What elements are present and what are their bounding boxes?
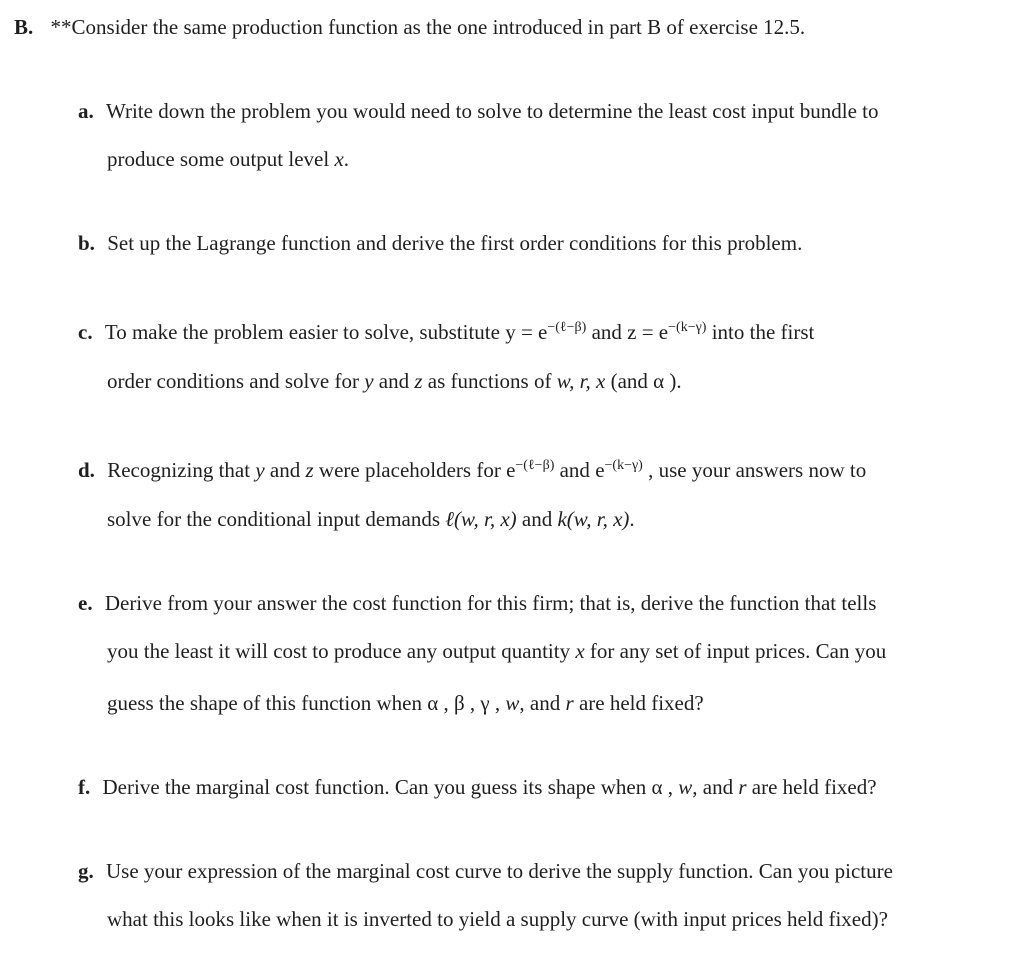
var-x: x bbox=[575, 639, 585, 663]
item-f-text-1 bbox=[103, 775, 877, 799]
item-e-line-2 bbox=[107, 637, 886, 665]
item-e-text-3a: guess the shape of this function when α , β , γ , bbox=[107, 691, 506, 715]
item-c-label: c. bbox=[78, 320, 93, 344]
vars-w-r-x: w, r, x bbox=[556, 369, 606, 393]
var-r: r bbox=[738, 775, 747, 799]
item-e-text-1: Derive from your answer the cost function for this firm; that is, derive the function that tells bbox=[104, 591, 877, 615]
item-g-line-1 bbox=[78, 857, 893, 885]
item-e-text-2a: you the least it will cost to produce any output quantity bbox=[107, 639, 576, 663]
exp-base-1: e bbox=[506, 458, 516, 482]
exponent-k-gamma: −(k−γ) bbox=[668, 320, 707, 335]
item-a-label: a. bbox=[78, 99, 94, 123]
var-z: z bbox=[305, 458, 314, 482]
y-equation: y = e bbox=[505, 320, 548, 344]
item-f-line-1 bbox=[78, 773, 877, 801]
item-d-text-1c: , use your answers now to bbox=[642, 458, 867, 482]
item-d-text-1b: were placeholders for bbox=[313, 458, 507, 482]
var-r: r bbox=[565, 691, 574, 715]
item-d-text-2a: solve for the conditional input demands bbox=[107, 507, 446, 531]
item-b-line-1 bbox=[78, 229, 802, 257]
item-a-text-2: produce some output level bbox=[107, 147, 335, 171]
exercise-label: B. bbox=[14, 15, 34, 39]
item-e-text-3b: , and bbox=[519, 691, 566, 715]
item-e-text-2b: for any set of input prices. Can you bbox=[584, 639, 887, 663]
item-d-label: d. bbox=[78, 458, 95, 482]
item-c-text-2b: as functions of bbox=[422, 369, 557, 393]
z-equation: z = e bbox=[627, 320, 669, 344]
item-d-text-1a: Recognizing that bbox=[107, 458, 256, 482]
demand-k: k(w, r, x) bbox=[557, 507, 630, 531]
var-x: x bbox=[334, 147, 344, 171]
exp-base-2: e bbox=[595, 458, 605, 482]
conj-and: and bbox=[264, 458, 306, 482]
item-a-line-1 bbox=[78, 97, 879, 125]
item-g-label: g. bbox=[78, 859, 94, 883]
exponent-k-gamma: −(k−γ) bbox=[604, 458, 643, 473]
item-e-text-3c: are held fixed? bbox=[573, 691, 704, 715]
period: . bbox=[629, 507, 635, 531]
var-y: y bbox=[255, 458, 265, 482]
item-f-label: f. bbox=[78, 775, 91, 799]
item-e-label: e. bbox=[78, 591, 93, 615]
var-y: y bbox=[364, 369, 374, 393]
item-e-line-3 bbox=[107, 689, 704, 717]
item-c-line-1 bbox=[78, 318, 814, 350]
item-c-text-2a: order conditions and solve for bbox=[107, 369, 365, 393]
demand-l: ℓ(w, r, x) bbox=[445, 507, 517, 531]
period: . bbox=[343, 147, 350, 171]
item-g-line-2 bbox=[107, 905, 888, 933]
item-b-label: b. bbox=[78, 231, 95, 255]
var-w: w bbox=[678, 775, 693, 799]
item-d-line-2 bbox=[107, 505, 635, 533]
conj-and: and bbox=[373, 369, 415, 393]
exponent-l-beta: −(ℓ−β) bbox=[515, 458, 555, 473]
item-a-line-2 bbox=[107, 145, 349, 173]
exercise-header bbox=[14, 13, 805, 41]
item-g-text-1: Use your expression of the marginal cost curve to derive the supply function. Can you picture bbox=[106, 859, 893, 883]
item-c-text-1a: To make the problem easier to solve, substitute bbox=[104, 320, 506, 344]
exercise-intro: **Consider the same production function as the one introduced in part B of exercise 12.5. bbox=[50, 15, 806, 39]
item-c-text-2c: (and α ). bbox=[605, 369, 682, 393]
item-f-text-1b: , and bbox=[692, 775, 739, 799]
item-f-text-1a: Derive the marginal cost function. Can you guess its shape when α , bbox=[102, 775, 679, 799]
item-e-line-1 bbox=[78, 589, 876, 617]
item-d-text-1 bbox=[107, 458, 866, 482]
exponent-l-beta: −(ℓ−β) bbox=[547, 320, 587, 335]
conj-and: and bbox=[554, 458, 596, 482]
item-a-text-1: Write down the problem you would need to solve to determine the least cost input bundle to bbox=[106, 99, 879, 123]
item-c-line-2 bbox=[107, 367, 682, 395]
item-b-text-1: Set up the Lagrange function and derive the first order conditions for this problem. bbox=[107, 231, 803, 255]
item-d-line-1 bbox=[78, 456, 866, 488]
item-c-text-1 bbox=[105, 320, 815, 344]
conj-and: and bbox=[586, 320, 628, 344]
item-f-text-1c: are held fixed? bbox=[746, 775, 877, 799]
conj-and: and bbox=[516, 507, 558, 531]
item-g-text-2: what this looks like when it is inverted to yield a supply curve (with input prices held fixed)? bbox=[107, 907, 888, 931]
var-w: w bbox=[505, 691, 520, 715]
item-c-text-1b: into the first bbox=[706, 320, 815, 344]
var-z: z bbox=[414, 369, 423, 393]
